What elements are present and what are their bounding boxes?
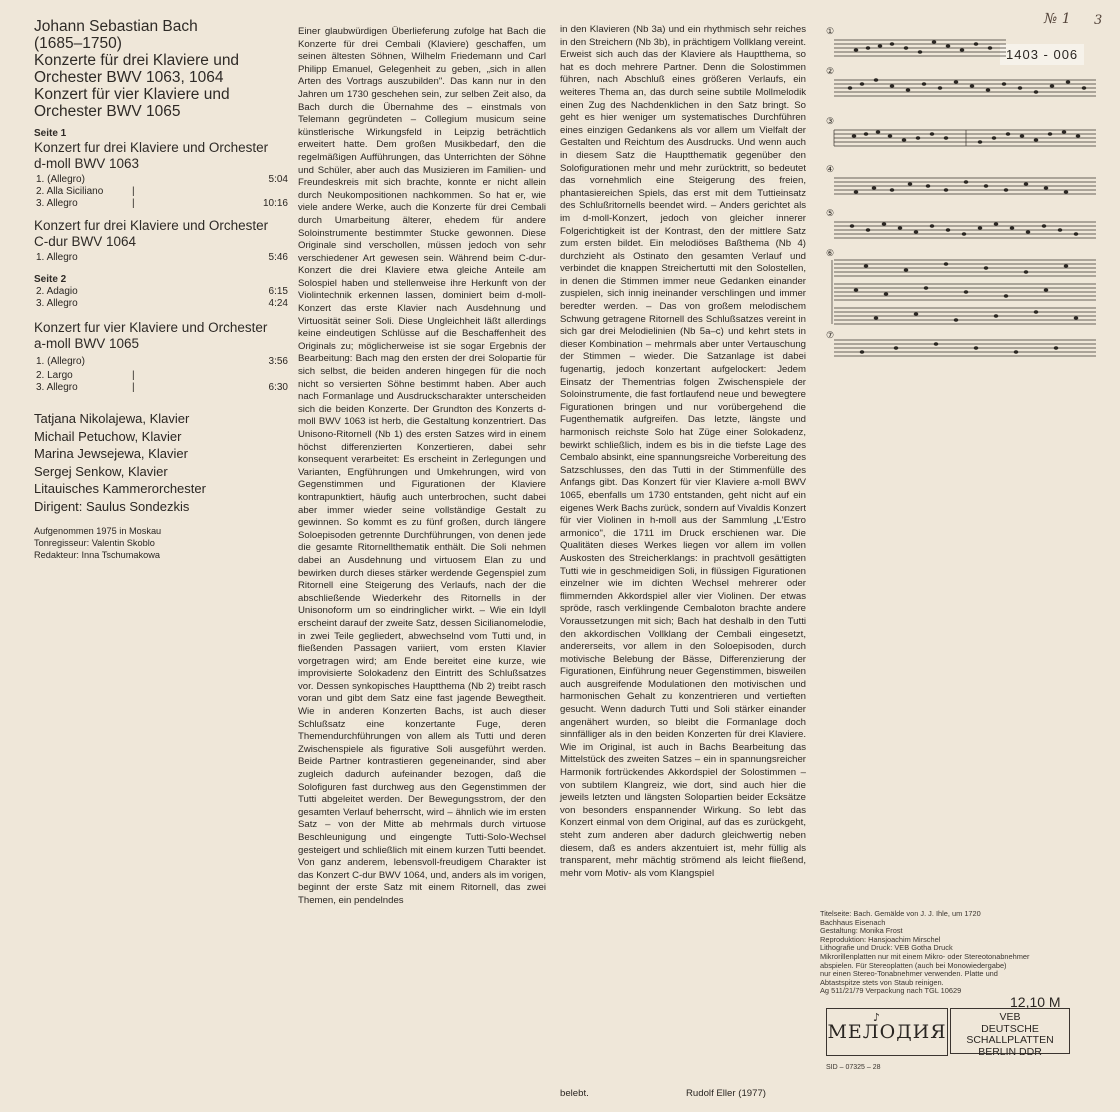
performers-list — [34, 410, 296, 515]
track: 3. Allegro 4:24 — [36, 298, 288, 309]
track: 2. Adagio 6:15 — [36, 286, 288, 297]
concerto-key-line: a-moll BWV 1065 — [34, 336, 140, 351]
staff-notation-icon — [826, 164, 1102, 208]
title-line: Orchester BWV 1065 — [34, 103, 181, 120]
price-label: 12,10 M — [1010, 994, 1061, 1010]
music-example-7 — [826, 330, 1102, 366]
liner-notes-closing-word: belebt. — [560, 1088, 589, 1099]
melodia-wordmark: МЕЛОДИЯ — [827, 1021, 947, 1043]
fineprint-line: Mikrorillenplatten nur mit einem Mikro- oder Stereotonabnehmer — [820, 951, 1030, 961]
music-example-6 — [826, 248, 1102, 330]
fineprint-line: Abtastspitze stets von Staub reinigen. — [820, 977, 944, 987]
music-example-3 — [826, 116, 1102, 164]
production-credits-fineprint — [820, 910, 1100, 996]
track: 2. Largo | — [36, 370, 135, 381]
melodia-logo — [826, 1008, 948, 1056]
concerto-bwv1065 — [34, 320, 296, 352]
veb-label-box — [950, 1008, 1070, 1058]
album-title — [34, 18, 296, 120]
tracklist-bwv1064 — [34, 252, 296, 264]
staff-notation-icon — [826, 116, 1102, 164]
music-example-4 — [826, 164, 1102, 208]
title-line: Konzerte für drei Klaviere und — [34, 52, 240, 69]
credit-line: Redakteur: Inna Tschumakowa — [34, 550, 160, 560]
music-example-5 — [826, 208, 1102, 248]
staff-notation-icon — [826, 248, 1102, 330]
veb-line: BERLIN DDR — [978, 1045, 1042, 1058]
title-line: (1685–1750) — [34, 35, 122, 52]
concerto-bwv1064 — [34, 218, 296, 250]
performer: Sergej Senkow, Klavier — [34, 463, 168, 479]
concerto-key-line: d-moll BWV 1063 — [34, 156, 140, 171]
tracklist-bwv1063 — [34, 174, 296, 210]
staff-notation-icon — [826, 208, 1102, 248]
track: 1. Allegro 5:46 — [36, 252, 288, 263]
liner-notes-text: in den Klavieren (Nb 3a) und ein rhythmisch sehr reiches in den Streichern (Nb 3b), in prächtigem Vollklang vereint. Erweist sich auch das der Klaviere als Hauptthema, so hat es doch mehrere Partner. Denn die Solostimmen führen, nach Abschluß eines größeren Verlaufs, ein weiteres Thema an, das durch seine subtile Mollmelodik einen Zug des Nachdenklichen in den Satz bringt. So geht es hier weniger um systematisches Durchführen eines einzigen Gedankens als vor allem um Vielfalt der Gestalten und Reichtum des Ausdrucks. Und wenn auch in diesem Satz die Hauptthematik gegenüber den Solofigurationen mehr und mehr zurücktritt, so bedeutet das vornehmlich eine Steigerung des freien, phantasiereichen Spiels, das erst mit dem Tuttieinsatz des Schlußritornells beendet wird. – Anders gerichtet als im d-moll-Konzert, jedoch von gleicher innerer Folgerichtigkeit ist der Kontrast, den der mittlere Satz zum ersten bildet. Ein melodiöses Baßthema (Nb 4) durchzieht als Ostinato den gesamten Verlauf und verbindet die knappen Streichertutti mit den Solostellen, in denen die Stimmen immer neue Gedanken einander zuspielen, sich innig ineinander verschlingen und immer beredter werden. – Das von großem melodischem Schwung getragene Ritornell des Schlußsatzes vereint in sich gar drei Melodielinien (Nb 5a–c) und kehrt stets in dieser Kombination – mehrmals aber unter Vertauschung der Stimmen – wieder. Die Satzanlage ist dabei fugenartig, jedoch konzertant aufgelockert: Jedem Einsatz der Thementrias folgen Zwischenspiele der Soloinstrumente, die fast fortlaufend neue und bewegtere Figurationen bringen und nur vorübergehend die Fugenthematik aufgreifen. Das letzte, längste und harmonisch reichste Solo hat Züge einer Solokadenz, bewirkt schließlich, indem es bis in die tiefste Lage des Cembalo absinkt, eine spannungsreiche Vorbereitung des Satzschlusses, den das Tutti in der Stimmenfülle des Anfangs gibt. Das Konzert für vier Klaviere a-moll BWV 1065, ebenfalls um 1730 entstanden, geht nicht auf ein eigenes Werk Bachs zurück, sondern auf Vivaldis Konzert für vier Violinen in h-moll aus der Sammlung „L'Estro armonico", die 1711 im Druck erschienen war. Die Qualitäten dieses Werkes liegen vor allem im vollen Auskosten des Streicherklangs: in prachtvoll gesättigten Tutti wie in geschmeidigen Soli, in flüssigen Figurationen einzelner wie im dichten Wechsel mehrerer oder flimmernden Akkordspiel aller vier Violinen. Der etwas spröde, rasch verklingende Cembaloton brachte andere Voraussetzungen mit sich; Bach hat deshalb in den Tutti den akkordischen Vollklang der Cembali eingesetzt, andererseits, vor allem in den Soloepisoden, durch motivische Belebung der Bässe, Differenzierung der Figurationen, Einführung neuer Gegenstimmen, bisweilen auch ausgreifende Modulationen den motivischen und harmonischen Gehalt zu konzentrieren und vertieften gesucht. Wenn dadurch Tutti und Soli stärker einander angenähert wurden, so bleibt die Formanlage doch sinnfälliger als in den beiden Konzerten für drei Klaviere. Wie im Original, ist auch in Bachs Bearbeitung das Mittelstück des zweiten Satzes – ein in spannungsreicher Harmonik fortrückendes Akkordspiel der Solostimmen – von subtilem Klangreiz, wie dort, sind auch hier die jeweils letzten und längsten Solopartien beider Ecksätze von besonders enspannender Wirkung. So lebt das Konzert einmal von dem Original, auf das es zurückgeht, steht zum anderen aber dadurch gleichwertig neben diesem, daß es anders akzentuiert ist, mehr füllig als transparent, mehr mächtig strömend als leicht fließend, mehr vom Motiv- als vom Klangspiel — [560, 24, 807, 879]
music-example-1 — [826, 26, 1102, 66]
title-line: Johann Sebastian Bach — [34, 18, 198, 35]
veb-line: SCHALLPLATTEN — [966, 1034, 1054, 1046]
performer: Litauisches Kammerorchester — [34, 481, 206, 496]
fineprint-line: Gestaltung: Monika Frost — [820, 926, 903, 936]
svg-text:④: ④ — [826, 164, 835, 174]
liner-notes-column-1 — [298, 26, 546, 908]
melodia-emblem-icon: ♪ — [873, 1011, 882, 1024]
svg-text:②: ② — [826, 66, 835, 76]
svg-text:③: ③ — [826, 116, 835, 126]
fineprint-line: Titelseite: Bach. Gemälde von J. J. Ihle, um 1720 — [820, 909, 981, 918]
performer: Michail Petuchow, Klavier — [34, 428, 182, 444]
fineprint-line: nur einen Stereo-Tonabnehmer verwenden. Platte und — [820, 969, 998, 979]
svg-text:⑥: ⑥ — [826, 248, 835, 258]
fineprint-line: Lithografie und Druck: VEB Gotha Druck — [820, 943, 953, 953]
veb-line: VEB — [999, 1011, 1021, 1023]
svg-text:⑤: ⑤ — [826, 208, 835, 218]
tracklist-bwv1065 — [34, 356, 296, 394]
left-column — [34, 18, 296, 561]
liner-notes-column-2 — [560, 24, 806, 880]
fineprint-line: Ag 511/21/79 Verpackung nach TGL 10629 — [820, 986, 962, 996]
track: 3. Allegro | 10:16 — [36, 198, 288, 209]
staff-notation-icon — [826, 26, 1102, 66]
staff-notation-icon — [826, 330, 1102, 366]
catalog-number-sticker: 1403 - 006 — [1000, 44, 1084, 65]
production-code: SID – 07325 – 28 — [826, 1064, 881, 1071]
concerto-title-line: Konzert fur drei Klaviere und Orchester — [34, 140, 269, 155]
liner-notes-text: Einer glaubwürdigen Überlieferung zufolge hat Bach die Konzerte für drei Cembali (Klaviere) geschaffen, um seinen ältesten Söhnen, Wilhelm Friedemann und Carl Philipp Emanuel, Gelegenheit zu geben, „sich in allen Arten des Vortrags auszubilden". Das kann nur in den Jahren um 1730 geschehen sein, zur selben Zeit also, da Bach durch die Übernahme des – einstmals von Telemann gegründeten – Collegium musicum seine künstlerische Wirkungsfeld in Leipzig beträchtlich erweitert hatte. Dem großen Musikbedarf, den die regelmäßigen Aufführungen, das Unterrichten der Söhne und Schüler, aber auch das Musizieren im Familien- und Freundeskreis mit sich brachte, konnte er nicht allein durch Neukompositionen nachkommen. So hat er, wie viele andere Werke, auch die Konzerte für drei Cembali durch Umarbeitung älterer, ehedem für andere Soloinstrumente bestimmter Stucke gewonnen. Diese Originale sind verschollen, müssen jedoch von sehr verschiedener Art gewesen sein. Während beim C-dur-Konzert die drei Klaviere etwa gleiche Anteile am Solospiel haben und stellenweise ihre Herkunft von der Violintechnik erkennen lassen, dominiert beim d-moll-Konzert das erste Klavier nach Ausdehnung und Virtuosität seiner Soli. Diese Ungleichheit läßt allerdings keine eindeutigen Schlüsse auf die Beschaffenheit des Originals zu; möglicherweise ist sie sogar Ergebnis der Bearbeitung: Bach mag den ersten der drei Solopartie für sich selbst, die beiden anderen hingegen für die noch nicht so versierten Söhne bestimmt haben. Aber auch nach Formanlage und Ausdruckscharakter unterscheiden sich die beiden Konzerte. Der Grundton des Konzerts d-moll BWV 1063 ist herb, die Gestaltung konzentriert. Das Unisono-Ritornell (Nb 1) des ersten Satzes wird in einem höchst differenzierten Konzertieren, dabei sehr konsequent verarbeitet: Es erscheint in Zerlegungen und Varianten, Engführungen und Umkehrungen, wird von Gegenstimmen und Figurationen der Klaviere kontrapunktiert, häufig auch unterbrochen, sucht dabei aber immer wieder seine vollständige Gestalt zu gewinnen. So kommt es zu fünf großen, durch längere Soloepisoden getrennte Durchführungen, von denen jede die gesamte Ritornellthematik enthält. Die Soli nehmen dabei an Ausdehnung und virtuosem Elan zu und bewirken durch dieses stärker werdende Gegenspiel zum Ritornell eine Steigerung des Verlaufs, nach der die abschließende Wiederkehr des Ritornells in der Unisonoform um so eindringlicher wirkt. – Wie ein Idyll erscheint darauf der zweite Satz, dessen Sicilianomelodie, in zwei Teile gegliedert, abwechselnd vom Tutti und, in fließenden Passagen variiert, vom ersten Klavier vorgetragen wird; am Ende bereitet eine kurze, wie improvisierte Solokadenz den Eintritt des Schlußsatzes vor. Dessen synkopisches Hauptthema (Nb 2) treibt rasch voran und gibt dem Satz eine fast jagende Bewegtheit. Wie in anderen Konzerten Bachs, ist auch dieser Schlußsatz eine konzertante Fuge, deren Themendurchführungen von allem als Tutti und deren Zwischenspiele als figurative Soli ausgeführt werden. Beide Partner kontrastieren gegeneinander, sind aber zugleich dadurch aufeinander bezogen, daß die Solofiguren fast durchweg aus den Gegenstimmen der Tutti abgeleitet werden. Der Bewegungsstrom, der den gesamten Verlauf beherrscht, wird – ähnlich wie im ersten Satz – von der Mitte ab mehrmals durch virtuose Beschleunigung und eingengte Tutti-Solo-Wechsel gesteigert und schließlich mit einem kurzen Tutti beendet. Von ganz anderem, lebensvoll-freudigem Charakter ist das Konzert C-dur BWV 1064, und, anders als im vorigen, beginnt der erste Satz mit einem Ritornell, das zwei Themen, ein pendelndes — [298, 26, 546, 906]
fineprint-line: Bachhaus Eisenach — [820, 917, 886, 927]
track: 3. Allegro | 6:30 — [36, 382, 288, 393]
title-line: Orchester BWV 1063, 1064 — [34, 69, 224, 86]
liner-notes-author: Rudolf Eller (1977) — [686, 1088, 766, 1099]
performer: Dirigent: Saulus Sondezkis — [34, 498, 190, 514]
svg-text:⑦: ⑦ — [826, 330, 835, 340]
recording-credits — [34, 525, 296, 561]
credit-line: Aufgenommen 1975 in Moskau — [34, 526, 162, 536]
fineprint-line: Reproduktion: Hansjoachim Mirschel — [820, 934, 941, 944]
performer: Marina Jewsejewa, Klavier — [34, 446, 188, 461]
handwritten-number: № 1 — [1044, 11, 1071, 27]
side-2-label: Seite 2 — [34, 274, 67, 285]
credit-line: Tonregisseur: Valentin Skoblo — [34, 538, 155, 548]
performer: Tatjana Nikolajewa, Klavier — [34, 411, 190, 426]
track: 1. (Allegro) 3:56 — [36, 356, 288, 367]
track: 2. Alla Siciliano | — [36, 186, 135, 197]
track: 1. (Allegro) 5:04 — [36, 174, 288, 185]
music-examples — [826, 26, 1102, 366]
staff-notation-icon — [826, 66, 1102, 116]
concerto-bwv1063 — [34, 140, 296, 172]
concerto-key-line: C-dur BWV 1064 — [34, 234, 137, 249]
fineprint-line: abspielen. Für Stereoplatten (auch bei Monowiedergabe) — [820, 960, 1007, 970]
handwritten-mark: 3 — [1094, 13, 1103, 28]
concerto-title-line: Konzert fur vier Klaviere und Orchester — [34, 320, 268, 335]
concerto-title-line: Konzert fur drei Klaviere und Orchester — [34, 218, 269, 233]
music-example-2 — [826, 66, 1102, 116]
side-1-label: Seite 1 — [34, 128, 67, 139]
veb-line: DEUTSCHE — [981, 1022, 1039, 1035]
tracklist-bwv1064-side2 — [34, 286, 296, 310]
svg-text:①: ① — [826, 26, 835, 36]
title-line: Konzert für vier Klaviere und — [34, 86, 230, 103]
